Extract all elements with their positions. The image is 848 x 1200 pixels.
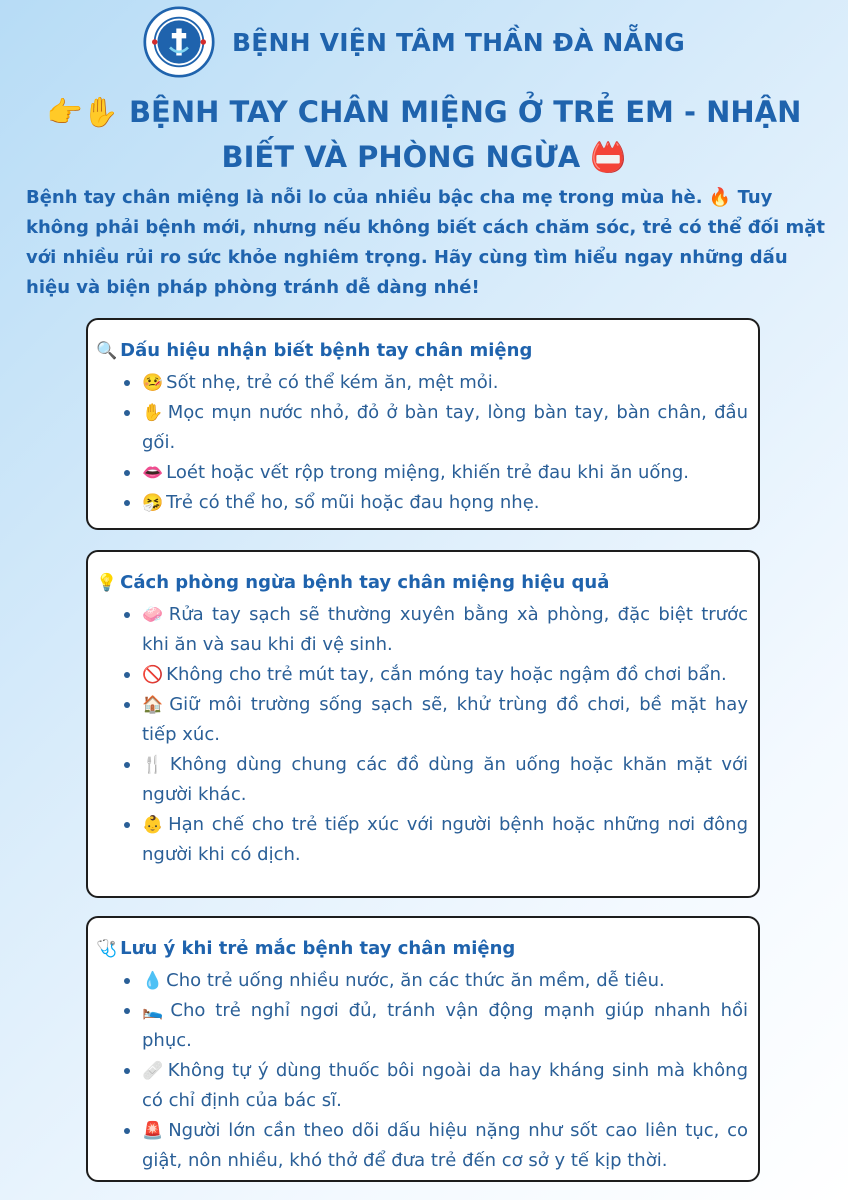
care-notes-card <box>86 916 760 1182</box>
symptoms-heading: 🔍 Dấu hiệu nhận biết bệnh tay chân miệng <box>96 340 533 361</box>
list-item: 🍴 Không dùng chung các đồ dùng ăn uống hoặc khăn mặt với người khác. <box>120 750 748 810</box>
list-item: 🧼 Rửa tay sạch sẽ thường xuyên bằng xà phòng, đặc biệt trước khi ăn và sau khi đi vệ sinh. <box>120 600 748 660</box>
list-item: 🚨 Người lớn cần theo dõi dấu hiệu nặng như sốt cao liên tục, co giật, nôn nhiều, khó thở để đưa trẻ đến cơ sở y tế kịp thời. <box>120 1116 748 1176</box>
soap-icon: 🧼 <box>142 605 166 625</box>
name-badge-icon: 📛 <box>590 140 627 174</box>
symptoms-list <box>96 368 748 518</box>
list-item: 🤒 Sốt nhẹ, trẻ có thể kém ăn, mệt mỏi. <box>120 368 748 398</box>
sneezing-face-icon: 🤧 <box>142 493 164 513</box>
baby-icon: 👶 <box>142 815 166 835</box>
list-item: 🩹 Không tự ý dùng thuốc bôi ngoài da hay kháng sinh mà không có chỉ định của bác sĩ. <box>120 1056 748 1116</box>
list-item: 🛌 Cho trẻ nghỉ ngơi đủ, tránh vận động mạnh giúp nhanh hồi phục. <box>120 996 748 1056</box>
list-item: 🚫 Không cho trẻ mút tay, cắn móng tay hoặc ngậm đồ chơi bẩn. <box>120 660 748 690</box>
prevention-heading: 💡 Cách phòng ngừa bệnh tay chân miệng hiệu quả <box>96 572 610 593</box>
intro-text-1: Bệnh tay chân miệng là nỗi lo của nhiều bậc cha mẹ trong mùa hè. <box>26 187 703 208</box>
list-item: ✋ Mọc mụn nước nhỏ, đỏ ở bàn tay, lòng bàn tay, bàn chân, đầu gối. <box>120 398 748 458</box>
prevention-list <box>96 600 748 870</box>
magnifier-icon: 🔍 <box>96 341 118 361</box>
house-icon: 🏠 <box>142 695 167 715</box>
fire-icon: 🔥 <box>708 187 732 208</box>
care-notes-heading: 🩺 Lưu ý khi trẻ mắc bệnh tay chân miệng <box>96 938 516 959</box>
raised-hand-icon: ✋ <box>142 403 165 423</box>
list-item: 🏠 Giữ môi trường sống sạch sẽ, khử trùng đồ chơi, bề mặt hay tiếp xúc. <box>120 690 748 750</box>
intro-paragraph <box>26 183 826 303</box>
mouth-icon: 👄 <box>142 463 164 483</box>
prohibited-icon: 🚫 <box>142 665 164 685</box>
symptoms-card <box>86 318 760 530</box>
hospital-logo <box>140 6 218 78</box>
list-item: 🤧 Trẻ có thể ho, sổ mũi hoặc đau họng nhẹ. <box>120 488 748 518</box>
care-notes-list <box>96 966 748 1176</box>
fever-face-icon: 🤒 <box>142 373 164 393</box>
title-text: BỆNH TAY CHÂN MIỆNG Ở TRẺ EM - NHẬN BIẾT VÀ PHÒNG NGỪA <box>128 95 802 174</box>
hospital-name: BỆNH VIỆN TÂM THẦN ĐÀ NẴNG <box>232 27 685 57</box>
prevention-card <box>86 550 760 898</box>
stethoscope-icon: 🩺 <box>96 939 118 959</box>
light-bulb-icon: 💡 <box>96 573 118 593</box>
list-item: 💧 Cho trẻ uống nhiều nước, ăn các thức ăn mềm, dễ tiêu. <box>120 966 748 996</box>
bed-icon: 🛌 <box>142 1001 168 1021</box>
bandage-icon: 🩹 <box>142 1061 165 1081</box>
siren-icon: 🚨 <box>142 1121 166 1141</box>
droplet-icon: 💧 <box>142 971 164 991</box>
list-item: 👶 Hạn chế cho trẻ tiếp xúc với người bệnh hoặc những nơi đông người khi có dịch. <box>120 810 748 870</box>
page-header <box>140 4 685 80</box>
pointing-hand-icon: 👉✋ <box>46 95 119 129</box>
intro-text-2: Tuy không phải bệnh mới, nhưng nếu không biết cách chăm sóc, trẻ có thể đối mặt với nhiều rủi ro sức khỏe nghiêm trọng. Hãy cùng tìm hiểu ngay những dấu hiệu và biện pháp phòng tránh dễ dàng nhé! <box>26 187 825 298</box>
page-title <box>14 90 834 180</box>
fork-knife-icon: 🍴 <box>142 755 167 775</box>
list-item: 👄 Loét hoặc vết rộp trong miệng, khiến trẻ đau khi ăn uống. <box>120 458 748 488</box>
